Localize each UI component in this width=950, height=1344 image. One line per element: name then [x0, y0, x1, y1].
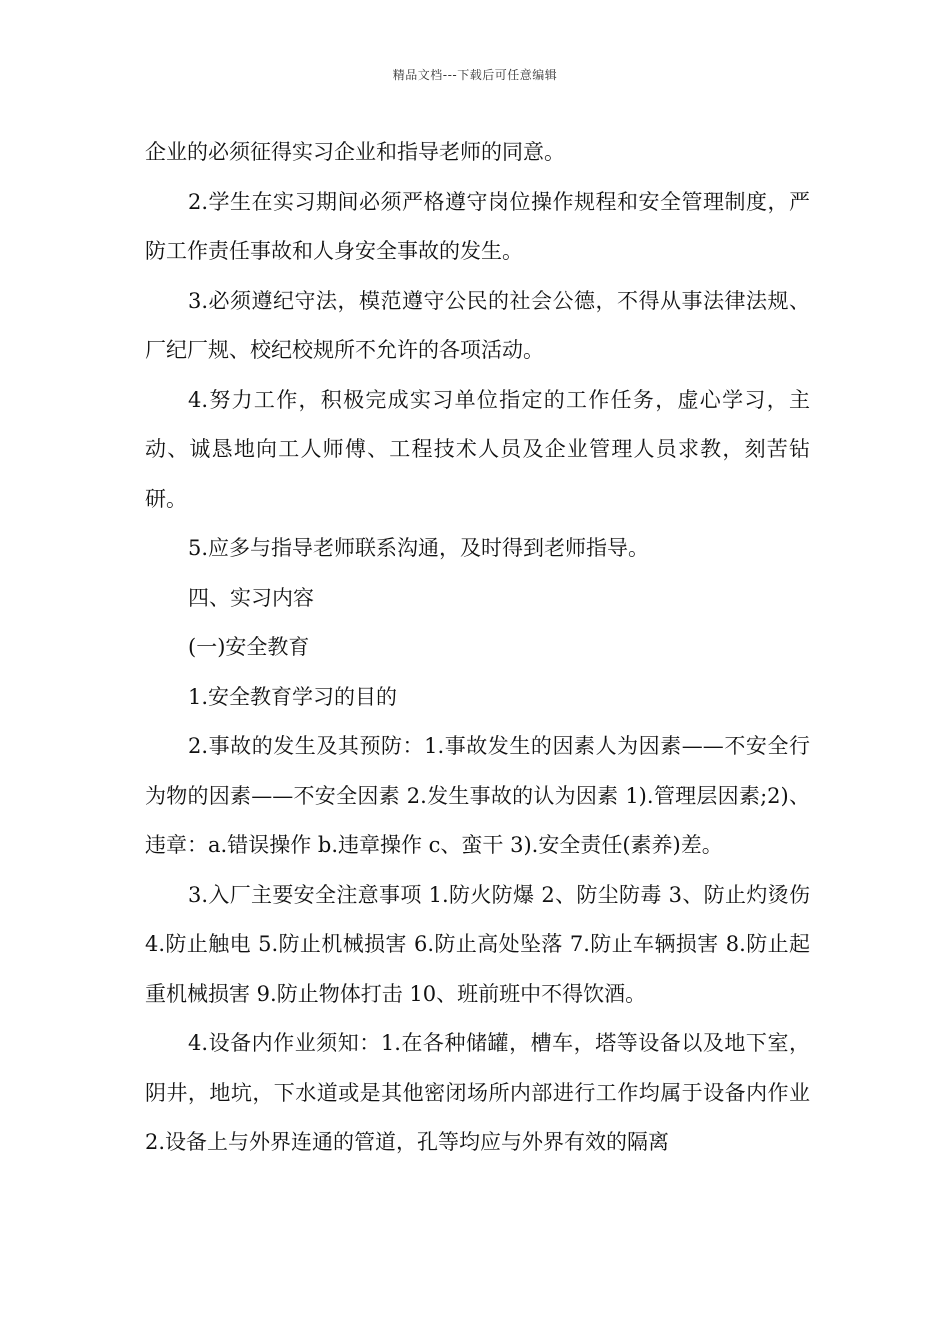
subsection-heading: (一)安全教育: [188, 635, 310, 659]
paragraph-item-5: 5.应多与指导老师联系沟通，及时得到老师指导。: [188, 536, 650, 560]
paragraph-equipment-work: 4.设备内作业须知：1.在各种储罐，槽车，塔等设备以及地下室，阴井，地坑，下水道或是其他密闭场所内部进行工作均属于设备内作业 2.设备上与外界连通的管道，孔等均应与外界有效的隔离: [145, 1031, 810, 1154]
paragraph-item-3: 3.必须遵纪守法，模范遵守公民的社会公德，不得从事法律法规、厂纪厂规、校纪校规所不允许的各项活动。: [145, 288, 810, 362]
paragraph-continuation: 企业的必须征得实习企业和指导老师的同意。: [145, 140, 565, 164]
section-heading: 四、实习内容: [188, 585, 314, 610]
paragraph-item-4: 4.努力工作，积极完成实习单位指定的工作任务，虚心学习，主动、诚恳地向工人师傅、工程技术人员及企业管理人员求教，刻苦钻研。: [145, 387, 810, 511]
paragraph-item-2: 2.学生在实习期间必须严格遵守岗位操作规程和安全管理制度，严防工作责任事故和人身安全事故的发生。: [145, 189, 810, 263]
document-body: [145, 128, 810, 1168]
paragraph-safety-notes: 3.入厂主要安全注意事项 1.防火防爆 2、防尘防毒 3、防止灼烫伤 4.防止触电 5.防止机械损害 6.防止高处坠落 7.防止车辆损害 8.防止起重机械损害 9.防止物体打击 10、班前班中不得饮酒。: [145, 882, 810, 1006]
paragraph-accident-prevention: 2.事故的发生及其预防：1.事故发生的因素人为因素——不安全行为物的因素——不安全因素 2.发生事故的认为因素 1).管理层因素;2)、违章：a.错误操作 b.违章操作 c、蛮干 3).安全责任(素养)差。: [145, 734, 810, 857]
page-header: 精品文档---下载后可任意编辑: [392, 68, 558, 82]
paragraph-safety-purpose: 1.安全教育学习的目的: [188, 684, 398, 709]
